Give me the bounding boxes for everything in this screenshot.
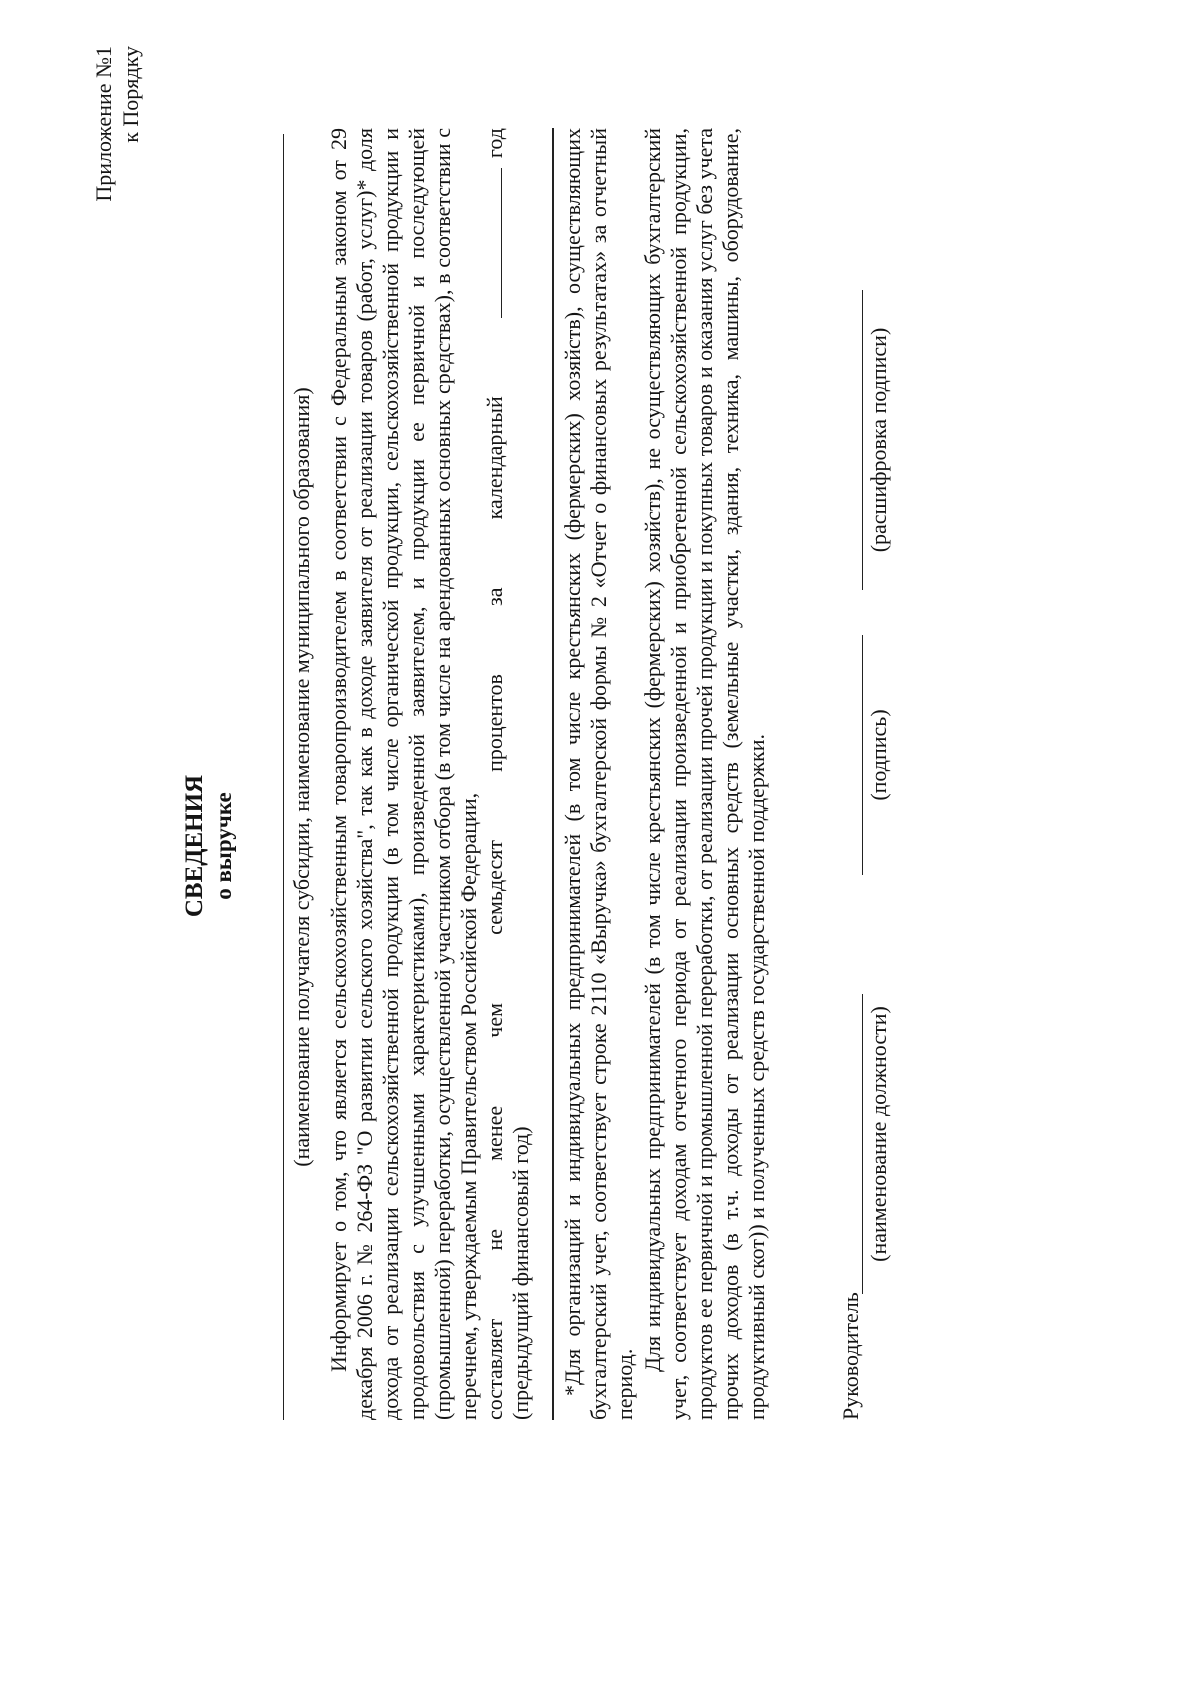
signature-block — [838, 128, 918, 1420]
percent-word: семьдесят — [482, 840, 507, 935]
statement-paragraph: Информирует о том, что является сельскохозяйственным товаропроизводителем в соответствии с Федеральным законом от 29 декабря 2006 г. № 264-ФЗ "О развитии сельского хозяйства", так как в доходе заявителя от реализации товаров (работ, услуг)* доля дохода от реализации сельскохозяйственной продукции (в том числе органической продукции, сельскохозяйственной продукции и продовольствия с улучшенными характеристиками), произведенной заявителем, и продукции ее первичной и последующей (промышленной) переработки, осуществленной участником отбора (в том числе на арендованных основных средствах), в соответствии с перечнем, утверждаемым Правительством Российской Федерации, — [326, 128, 481, 1420]
signatory-label: Руководитель — [838, 1292, 863, 1420]
appendix-line-1: Приложение №1 — [91, 46, 116, 202]
recipient-fill-line — [283, 134, 284, 1420]
percent-word: чем — [482, 1002, 507, 1038]
position-fill-line — [862, 994, 863, 1294]
percent-word: за — [482, 587, 507, 606]
footnotes — [560, 128, 770, 1420]
year-field — [482, 128, 508, 328]
signature-fill-line — [862, 635, 863, 875]
title-main: СВЕДЕНИЯ — [181, 774, 208, 918]
title-sub: о выручке — [211, 792, 236, 900]
footnote-organizations: *Для организаций и индивидуальных предпринимателей (в том числе крестьянских (фермерских) хозяйств), осуществляющих бухгалтерский учет, соответствует строке 2110 «Выручка» бухгалтерской формы № 2 «Отчет о финансовых результатах» за отчетный период. — [560, 128, 637, 1420]
percent-word: не — [482, 1229, 507, 1251]
year-word: год — [482, 128, 507, 159]
name-decode-caption: (расшифровка подписи) — [866, 327, 891, 553]
percent-word: менее — [482, 1105, 507, 1161]
percent-word: процентов — [482, 674, 507, 772]
percent-row — [482, 128, 508, 1420]
appendix-reference — [90, 46, 144, 202]
position-caption: (наименование должности) — [866, 1006, 891, 1262]
appendix-line-2: к Порядку — [118, 46, 143, 143]
statement-body — [326, 128, 534, 1420]
name-decode-fill-line — [862, 290, 863, 590]
previous-year-caption: (предыдущий финансовый год) — [508, 1126, 533, 1420]
document-title — [180, 0, 238, 1692]
percent-word: календарный — [482, 396, 507, 520]
signature-caption: (подпись) — [866, 709, 891, 801]
recipient-caption: (наименование получателя субсидии, наименование муниципального образования) — [289, 387, 314, 1167]
footnote-separator — [552, 128, 554, 1420]
footnote-entrepreneurs: Для индивидуальных предпринимателей (в том числе крестьянских (фермерских) хозяйств), не осуществляющих бухгалтерский учет, соответствует доходам отчетного периода от реализации произведенной и приобретенной сельскохозяйственной продукции, продуктов ее первичной и промышленной переработки, от реализации прочей продукции и покупных товаров и оказания услуг без учета прочих доходов (в т.ч. доходы от реализации основных средств (земельные участки, здания, техника, машины, оборудование, продуктивный скот)) и полученных средств государственной поддержки. — [640, 128, 769, 1420]
year-blank-line — [501, 168, 502, 318]
percent-word: составляет — [482, 1318, 507, 1420]
